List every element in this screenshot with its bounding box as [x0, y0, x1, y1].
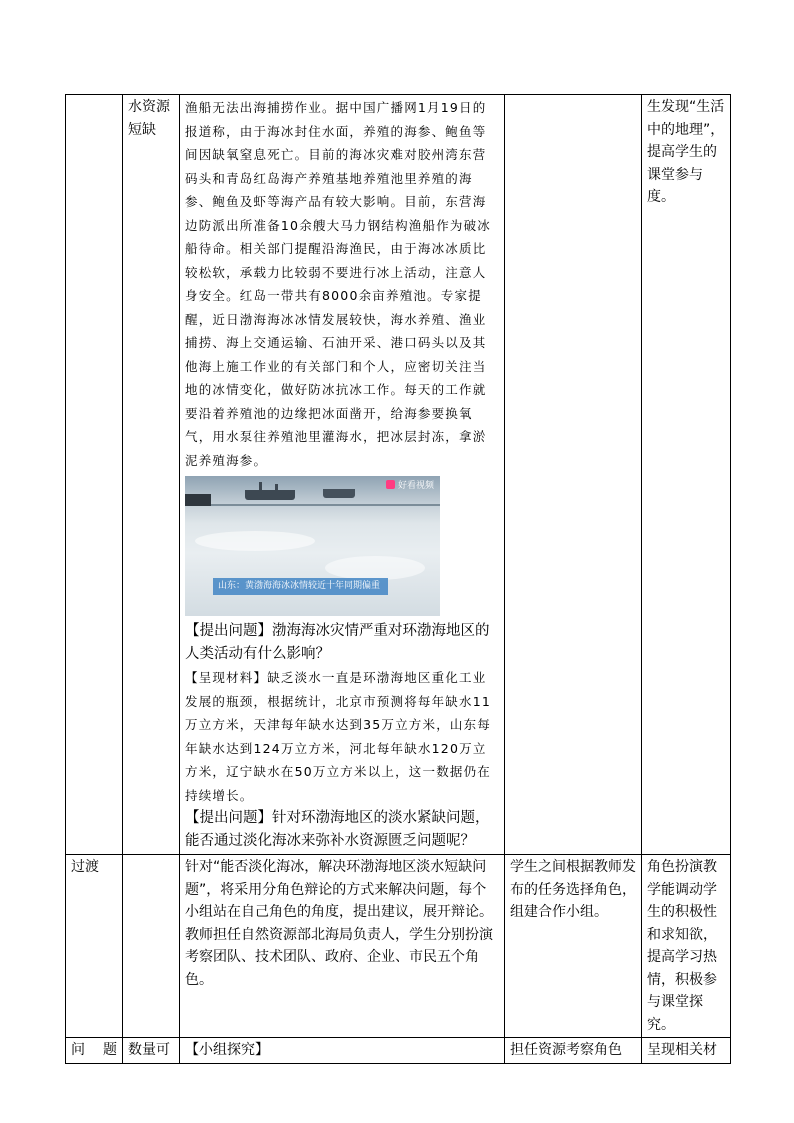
ship-shape [245, 490, 295, 500]
video-logo-icon [386, 480, 395, 489]
teacher-activity-cell [180, 95, 505, 855]
video-logo-text: 好看视频 [397, 481, 434, 491]
question-1: 【提出问题】渤海海冰灾情严重对环渤海地区的人类活动有什么影响？ [185, 623, 490, 662]
dock-shape [185, 494, 211, 506]
student-activity-cell [505, 95, 642, 855]
stage-char: 问 [71, 1042, 85, 1058]
table-row [66, 95, 731, 855]
ice-sheet-shape [325, 556, 425, 580]
topic-cell: 数量可 [123, 1038, 180, 1064]
topic-cell: 水资源短缺 [123, 95, 180, 855]
student-activity-cell: 担任资源考察角色 [505, 1038, 642, 1064]
horizon-line [185, 504, 440, 506]
stage-cell [66, 95, 123, 855]
design-intent-cell: 呈现相关材 [642, 1038, 731, 1064]
ice-sheet-shape [195, 531, 315, 551]
video-logo [386, 480, 434, 492]
design-intent-cell: 角色扮演教学能调动学生的积极性和求知欲，提高学习热情，积极参与课堂探究。 [642, 855, 731, 1038]
table-row [66, 855, 731, 1038]
stage-char: 题 [103, 1042, 117, 1058]
topic-cell [123, 855, 180, 1038]
stage-cell [66, 1038, 123, 1064]
photo-caption: 山东：黄渤海海冰冰情较近十年同期偏重 [213, 578, 388, 595]
ship-shape [323, 489, 355, 498]
question-2: 【提出问题】针对环渤海地区的淡水紧缺问题，能否通过淡化海冰来弥补水资源匮乏问题呢？ [185, 810, 490, 849]
material-paragraph: 【呈现材料】缺乏淡水一直是环渤海地区重化工业发展的瓶颈，根据统计，北京市预测将每年缺水11万立方米，天津每年缺水达到35万立方米，山东每年缺水达到124万立方米，河北每年缺水120万立方米，辽宁缺水在50万立方米以上，这一数据仍在持续增长。 [185, 670, 492, 803]
sea-ice-photo [185, 476, 440, 616]
teacher-activity-cell: 【小组探究】 [180, 1038, 505, 1064]
lesson-plan-table [65, 94, 731, 1064]
stage-cell: 过渡 [66, 855, 123, 1038]
teacher-activity-cell: 针对“能否淡化海冰，解决环渤海地区淡水短缺问题”，将采用分角色辩论的方式来解决问题，每个小组站在自己角色的角度，提出建议，展开辩论。教师担任自然资源部北海局负责人，学生分别扮演考察团队、技术团队、政府、企业、市民五个角色。 [180, 855, 505, 1038]
student-activity-cell: 学生之间根据教师发布的任务选择角色，组建合作小组。 [505, 855, 642, 1038]
table-row [66, 1038, 731, 1064]
design-intent-cell: 生发现“生活中的地理”，提高学生的课堂参与度。 [642, 95, 731, 855]
news-paragraph: 渔船无法出海捕捞作业。据中国广播网1月19日的报道称，由于海冰封住水面，养殖的海参、鲍鱼等间因缺氧窒息死亡。目前的海冰灾难对胶州湾东营码头和青岛红岛海产养殖基地养殖池里养殖的海参、鲍鱼及虾等海产品有较大影响。目前，东营海边防派出所准备10余艘大马力钢结构渔船作为破冰船待命。相关部门提醒沿海渔民，由于海冰冰质比较松软，承载力比较弱不要进行冰上活动，注意人身安全。红岛一带共有8000余亩养殖池。专家提醒，近日渤海海冰冰情发展较快，海水养殖、渔业捕捞、海上交通运输、石油开采、港口码头以及其他海上施工作业的有关部门和个人，应密切关注当地的冰情变化，做好防冰抗冰工作。每天的工作就要沿着养殖池的边缘把冰面凿开，给海参要换氧气，用水泵往养殖池里灌海水，把冰层封冻，拿淤泥养殖海参。 [185, 100, 492, 468]
stage-label [71, 1039, 117, 1062]
